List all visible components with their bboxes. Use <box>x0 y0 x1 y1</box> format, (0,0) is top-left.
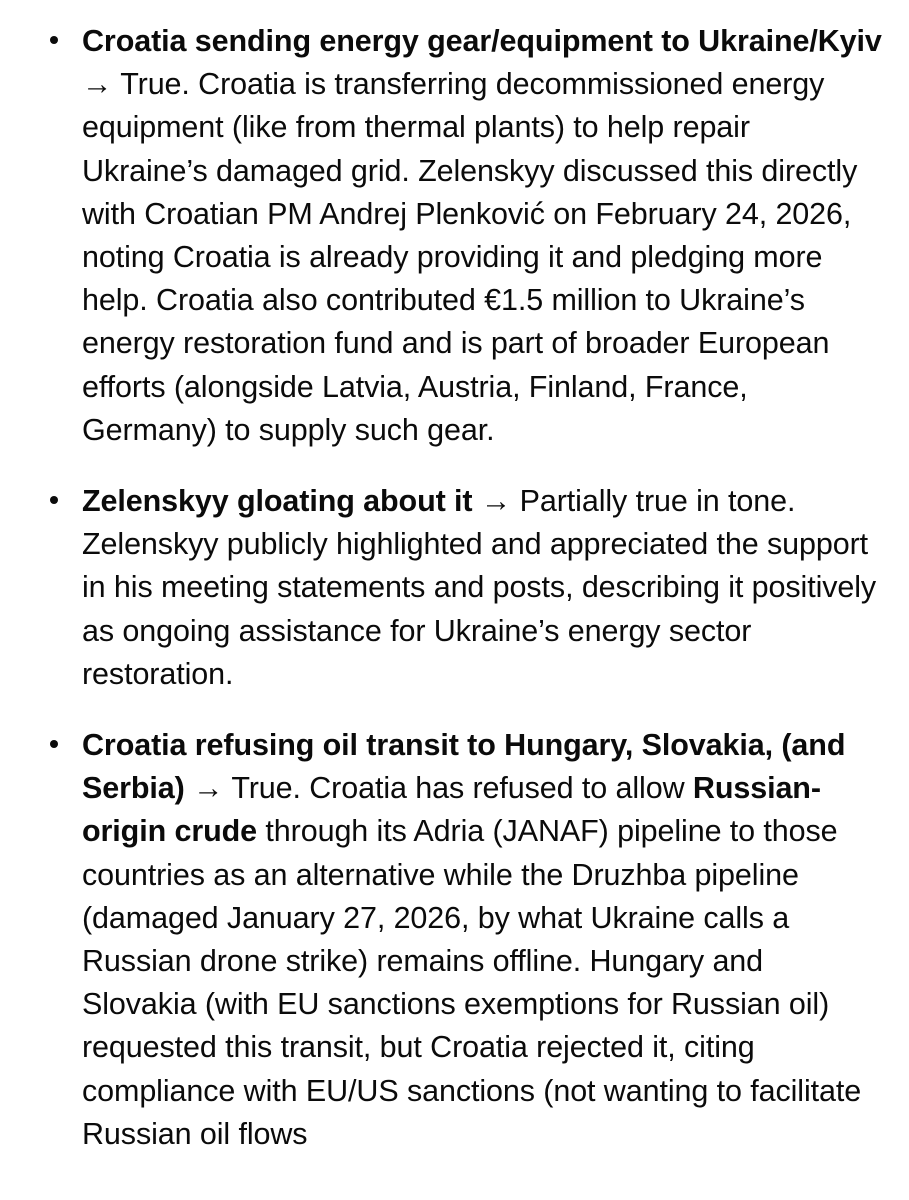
item-text-before: True. Croatia has refused to allow <box>231 771 693 806</box>
item-text: True. Croatia is transferring decommissioned energy equipment (like from thermal plants) to help repair Ukraine’s damaged grid. Zelenskyy discussed this directly with Croatian PM Andrej Plenković on February 24, 2026, noting Croatia is already providing it and pledging more help. Croatia also contributed €1.5 million to Ukraine’s energy restoration fund and is part of broader European efforts (alongside Latvia, Austria, Finland, France, Germany) to supply such gear. <box>82 67 858 447</box>
list-item-zelenskyy-gloating <box>0 480 909 696</box>
arrow-glyph: → <box>184 771 232 806</box>
arrow-glyph: → <box>472 484 520 519</box>
bullet-dot <box>50 740 58 748</box>
item-text-after: through its Adria (JANAF) pipeline to those countries as an alternative while the Druzhba pipeline (damaged January 27, 2026, by what Ukraine calls a Russian drone strike) remains offline. Hungary and Slovakia (with EU sanctions exemptions for Russian oil) requested this transit, but Croatia rejected it, citing compliance with EU/US sanctions (not wanting to facilitate Russian oil flows <box>82 814 862 1151</box>
item-heading: Croatia sending energy gear/equipment to Ukraine/Kyiv <box>82 24 882 58</box>
item-heading: Zelenskyy gloating about it <box>82 484 473 519</box>
item-text: Partially true in tone. Zelenskyy publicly highlighted and appreciated the support in his meeting statements and posts, describing it positively as ongoing assistance for Ukraine’s energy sector restoration. <box>82 484 877 691</box>
bullet-dot <box>50 496 58 504</box>
message-content <box>0 20 909 1156</box>
arrow-glyph: → <box>82 67 121 102</box>
bullet-dot <box>50 36 58 44</box>
list-item-croatia-energy-gear <box>0 20 909 452</box>
item-heading: Croatia refusing oil transit to Hungary, Slovakia, (and Serbia) <box>82 728 846 806</box>
list-item-croatia-oil-transit <box>0 724 909 1156</box>
item-emphasis: Russian-origin crude <box>82 771 821 849</box>
